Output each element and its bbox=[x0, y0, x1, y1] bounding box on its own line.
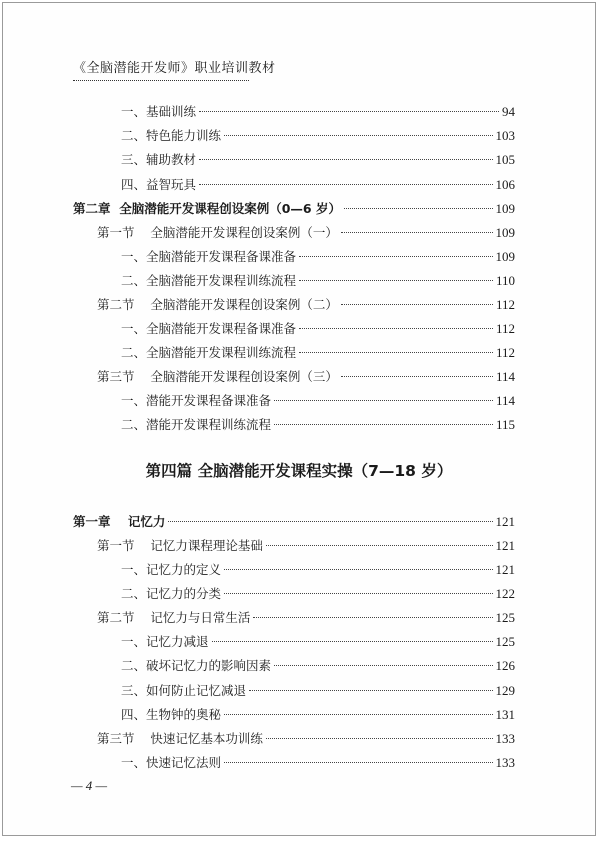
toc-entry-page: 122 bbox=[495, 586, 515, 601]
toc-entry-label: 二、潜能开发课程训练流程 bbox=[121, 417, 272, 432]
toc-entry-page: 129 bbox=[495, 683, 515, 698]
toc-entry-page: 114 bbox=[495, 369, 515, 384]
toc-entry[interactable] bbox=[121, 248, 515, 266]
toc-entry-page: 94 bbox=[502, 104, 515, 119]
toc-entry-page: 110 bbox=[495, 273, 515, 288]
leader-dots bbox=[341, 232, 493, 233]
toc-entry-page: 112 bbox=[495, 321, 515, 336]
toc-entry-label: 一、记忆力减退 bbox=[121, 634, 209, 649]
leader-dots bbox=[266, 545, 493, 546]
toc-section-entry[interactable] bbox=[97, 296, 515, 314]
toc-entry[interactable] bbox=[121, 706, 515, 724]
table-of-contents bbox=[3, 3, 595, 835]
toc-entry-page: 109 bbox=[495, 225, 515, 240]
toc-entry-page: 131 bbox=[495, 707, 515, 722]
toc-section-entry[interactable] bbox=[97, 730, 515, 748]
leader-dots bbox=[274, 665, 492, 666]
leader-dots bbox=[274, 400, 493, 401]
toc-entry-page: 133 bbox=[495, 755, 515, 770]
leader-dots bbox=[249, 690, 492, 691]
toc-entry-page: 112 bbox=[495, 345, 515, 360]
toc-entry-label: 二、全脑潜能开发课程训练流程 bbox=[121, 345, 297, 360]
leader-dots bbox=[299, 328, 493, 329]
toc-entry[interactable] bbox=[121, 176, 515, 194]
toc-entry-label: 第三节 全脑潜能开发课程创设案例（三） bbox=[97, 369, 338, 384]
toc-entry-label: 二、记忆力的分类 bbox=[121, 586, 222, 601]
toc-entry[interactable] bbox=[121, 344, 515, 362]
toc-entry-page: 105 bbox=[495, 152, 515, 167]
toc-section-entry[interactable] bbox=[97, 609, 515, 627]
leader-dots bbox=[224, 593, 492, 594]
toc-entry-label: 一、基础训练 bbox=[121, 104, 197, 119]
toc-entry-label: 一、全脑潜能开发课程备课准备 bbox=[121, 321, 297, 336]
toc-entry[interactable] bbox=[121, 633, 515, 651]
toc-entry-label: 一、潜能开发课程备课准备 bbox=[121, 393, 272, 408]
leader-dots bbox=[224, 714, 492, 715]
toc-entry-page: 114 bbox=[495, 393, 515, 408]
toc-entry-label: 二、破坏记忆力的影响因素 bbox=[121, 658, 272, 673]
toc-entry-page: 112 bbox=[495, 297, 515, 312]
toc-entry-page: 106 bbox=[495, 177, 515, 192]
toc-entry-label: 第一节 记忆力课程理论基础 bbox=[97, 538, 263, 553]
leader-dots bbox=[199, 159, 492, 160]
page-number: — 4 — bbox=[71, 778, 108, 793]
leader-dots bbox=[224, 135, 492, 136]
leader-dots bbox=[341, 376, 493, 377]
toc-entry-label: 第一章 记忆力 bbox=[73, 514, 166, 529]
part-title: 第四篇 全脑潜能开发课程实操（7—18 岁） bbox=[145, 462, 453, 480]
leader-dots bbox=[224, 762, 492, 763]
toc-entry-label: 一、快速记忆法则 bbox=[121, 755, 222, 770]
toc-entry-page: 133 bbox=[495, 731, 515, 746]
toc-entry-label: 一、记忆力的定义 bbox=[121, 562, 222, 577]
toc-entry-page: 125 bbox=[495, 634, 515, 649]
leader-dots bbox=[299, 256, 492, 257]
toc-entry-label: 二、全脑潜能开发课程训练流程 bbox=[121, 273, 297, 288]
toc-entry-label: 二、特色能力训练 bbox=[121, 128, 222, 143]
leader-dots bbox=[344, 208, 493, 209]
toc-entry-label: 一、全脑潜能开发课程备课准备 bbox=[121, 249, 297, 264]
toc-section-entry[interactable] bbox=[97, 537, 515, 555]
leader-dots bbox=[168, 521, 492, 522]
leader-dots bbox=[266, 738, 493, 739]
toc-entry-label: 第一节 全脑潜能开发课程创设案例（一） bbox=[97, 225, 338, 240]
toc-entry-label: 四、生物钟的奥秘 bbox=[121, 707, 222, 722]
toc-entry[interactable] bbox=[121, 127, 515, 145]
toc-section-entry[interactable] bbox=[97, 368, 515, 386]
toc-entry-page: 121 bbox=[495, 562, 515, 577]
toc-entry[interactable] bbox=[121, 103, 515, 121]
toc-entry-page: 109 bbox=[495, 201, 515, 216]
toc-entry-page: 115 bbox=[495, 417, 515, 432]
leader-dots bbox=[199, 184, 492, 185]
toc-entry-label: 第二章 全脑潜能开发课程创设案例（0—6 岁） bbox=[73, 201, 341, 216]
toc-entry-page: 103 bbox=[495, 128, 515, 143]
leader-dots bbox=[299, 280, 493, 281]
toc-entry[interactable] bbox=[121, 682, 515, 700]
toc-entry-label: 第二节 记忆力与日常生活 bbox=[97, 610, 251, 625]
toc-entry-label: 四、益智玩具 bbox=[121, 177, 197, 192]
toc-section-entry[interactable] bbox=[97, 224, 515, 242]
running-header: 《全脑潜能开发师》职业培训教材 bbox=[73, 61, 276, 76]
toc-entry[interactable] bbox=[121, 657, 515, 675]
toc-chapter-entry[interactable] bbox=[73, 513, 515, 531]
toc-entry[interactable] bbox=[121, 585, 515, 603]
toc-entry[interactable] bbox=[121, 151, 515, 169]
toc-entry[interactable] bbox=[121, 320, 515, 338]
leader-dots bbox=[274, 424, 493, 425]
leader-dots bbox=[253, 617, 492, 618]
toc-entry-page: 126 bbox=[495, 658, 515, 673]
toc-entry-label: 第二节 全脑潜能开发课程创设案例（二） bbox=[97, 297, 338, 312]
toc-chapter-entry[interactable] bbox=[73, 200, 515, 218]
toc-entry[interactable] bbox=[121, 272, 515, 290]
leader-dots bbox=[199, 111, 499, 112]
toc-entry-page: 121 bbox=[495, 538, 515, 553]
leader-dots bbox=[224, 569, 492, 570]
book-page bbox=[2, 2, 596, 836]
toc-entry[interactable] bbox=[121, 392, 515, 410]
leader-dots bbox=[341, 304, 493, 305]
toc-entry-label: 三、辅助教材 bbox=[121, 152, 197, 167]
toc-entry-page: 121 bbox=[495, 514, 515, 529]
toc-entry[interactable] bbox=[121, 561, 515, 579]
leader-dots bbox=[299, 352, 493, 353]
toc-entry-label: 三、如何防止记忆减退 bbox=[121, 683, 247, 698]
toc-entry-label: 第三节 快速记忆基本功训练 bbox=[97, 731, 263, 746]
toc-entry[interactable] bbox=[121, 416, 515, 434]
toc-entry-page: 125 bbox=[495, 610, 515, 625]
toc-entry-page: 109 bbox=[495, 249, 515, 264]
leader-dots bbox=[212, 641, 493, 642]
toc-entry[interactable] bbox=[121, 754, 515, 772]
